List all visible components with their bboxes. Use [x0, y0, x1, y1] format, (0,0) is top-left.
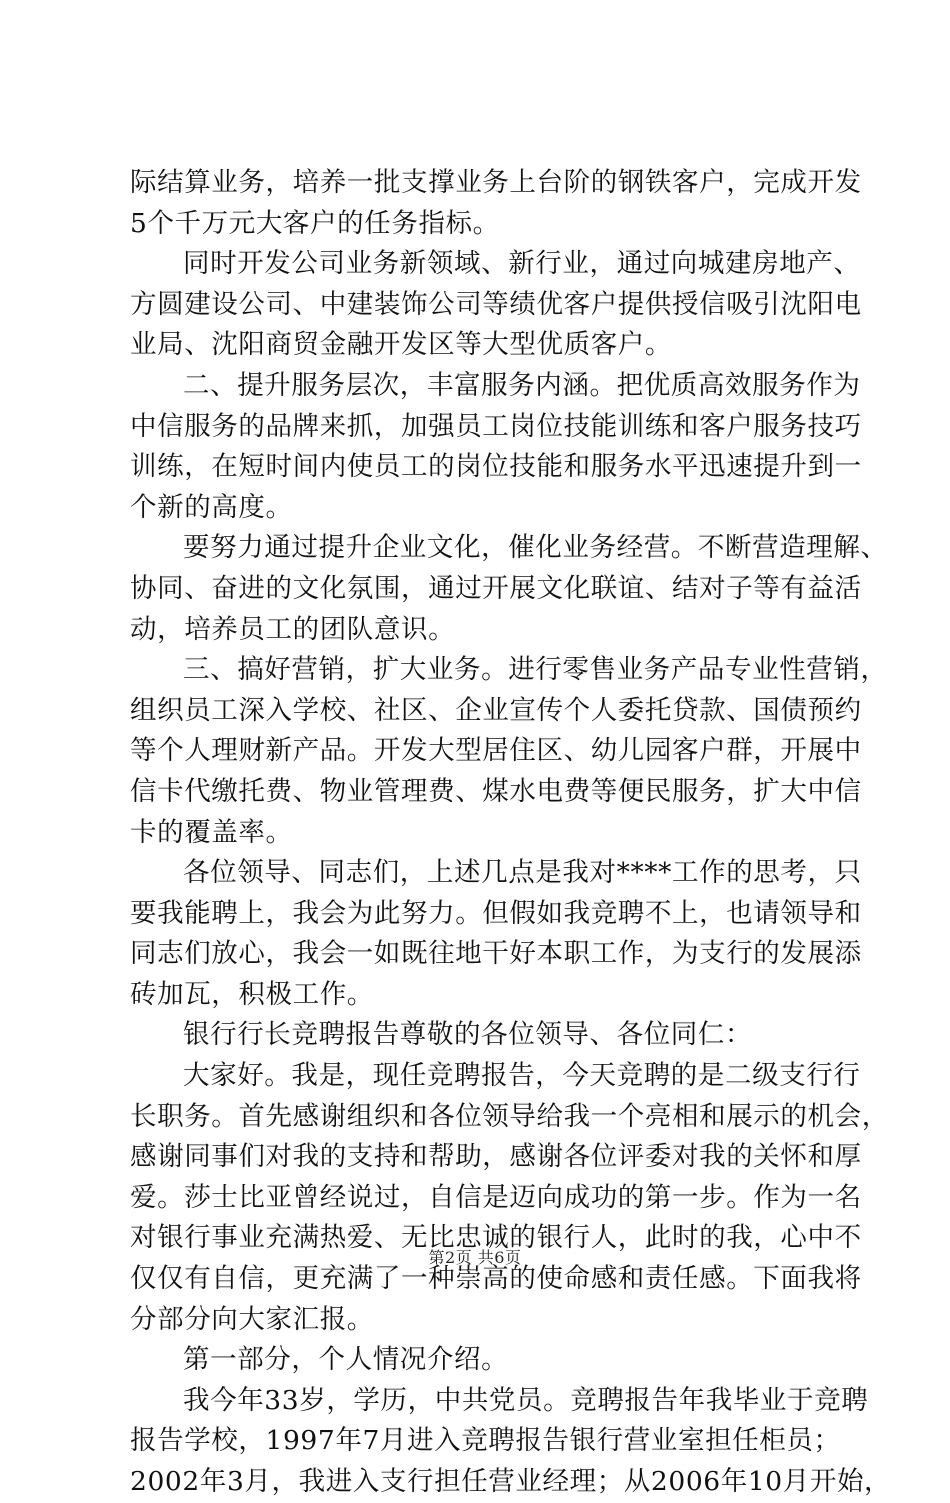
- text-line: 卡的覆盖率。: [130, 816, 293, 848]
- text-line: 同时开发公司业务新领域、新行业，通过向城建房地产、: [183, 248, 861, 280]
- text-line: 中信服务的品牌来抓，加强员工岗位技能训练和客户服务技巧: [130, 410, 862, 442]
- text-line: 我今年33岁，学历，中共党员。竞聘报告年我毕业于竞聘: [183, 1384, 869, 1416]
- text-line: 方圆建设公司、中建装饰公司等绩优客户提供授信吸引沈阳电: [130, 288, 862, 320]
- text-line: 信卡代缴托费、物业管理费、煤水电费等便民服务，扩大中信: [130, 775, 862, 807]
- text-line: 三、搞好营销，扩大业务。进行零售业务产品专业性营销，: [183, 654, 888, 686]
- text-line: 各位领导、同志们，上述几点是我对****工作的思考，只: [183, 857, 862, 889]
- text-line: 协同、奋进的文化氛围，通过开展文化联谊、结对子等有益活: [130, 572, 862, 604]
- text-line: 组织员工深入学校、社区、企业宣传个人委托贷款、国债预约: [130, 694, 862, 726]
- text-line: 动，培养员工的团队意识。: [130, 613, 456, 645]
- text-line: 报告学校，1997年7月进入竞聘报告银行营业室担任柜员；: [130, 1425, 841, 1457]
- text-line: 长职务。首先感谢组织和各位领导给我一个亮相和展示的机会，: [130, 1100, 889, 1132]
- text-line: 仅仅有自信，更充满了一种崇高的使命感和责任感。下面我将: [130, 1263, 862, 1295]
- text-line: 二、提升服务层次，丰富服务内涵。把优质高效服务作为: [183, 369, 861, 401]
- text-line: 2002年3月，我进入支行担任营业经理；从2006年10月开始，: [130, 1466, 892, 1497]
- text-line: 感谢同事们对我的支持和帮助，感谢各位评委对我的关怀和厚: [130, 1141, 862, 1173]
- text-line: 第一部分，个人情况介绍。: [183, 1344, 509, 1376]
- text-line: 大家好。我是，现任竞聘报告，今天竞聘的是二级支行行: [183, 1060, 861, 1092]
- text-line: 际结算业务，培养一批支撑业务上台阶的钢铁客户，完成开发: [130, 167, 862, 198]
- text-line: 个新的高度。: [130, 491, 293, 523]
- text-line: 训练，在短时间内使员工的岗位技能和服务水平迅速提升到一: [130, 451, 862, 483]
- text-line: 要努力通过提升企业文化，催化业务经营。不断营造理解、: [183, 532, 888, 564]
- text-line: 等个人理财新产品。开发大型居住区、幼儿园客户群，开展中: [130, 735, 862, 767]
- text-line: 对银行事业充满热爱、无比忠诚的银行人，此时的我，心中不: [130, 1222, 862, 1254]
- text-line: 分部分向大家汇报。: [130, 1303, 374, 1335]
- page-footer: 第2页 共6页: [428, 1248, 522, 1267]
- text-line: 爱。莎士比亚曾经说过，自信是迈向成功的第一步。作为一名: [130, 1181, 862, 1213]
- document-body: [130, 163, 892, 1503]
- text-line: 同志们放心，我会一如既往地干好本职工作，为支行的发展添: [130, 938, 862, 970]
- text-line: 砖加瓦，积极工作。: [130, 978, 374, 1010]
- text-line: 银行行长竞聘报告尊敬的各位领导、各位同仁：: [183, 1019, 753, 1051]
- text-line: 要我能聘上，我会为此努力。但假如我竞聘不上，也请领导和: [130, 897, 862, 929]
- text-line: 5个千万元大客户的任务指标。: [130, 207, 500, 239]
- text-line: 业局、沈阳商贸金融开发区等大型优质客户。: [130, 329, 672, 361]
